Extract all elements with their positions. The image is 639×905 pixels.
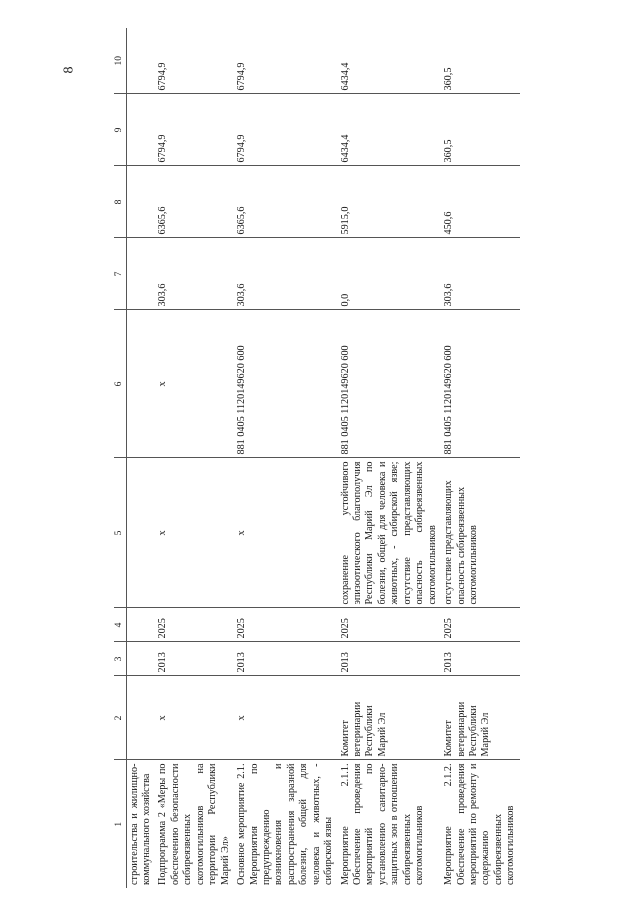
table-cell: Комитет ветеринарии Республики Марий Эл bbox=[338, 676, 442, 760]
table-cell bbox=[126, 28, 155, 94]
row-title: Мероприятие 2.1.1. Обеспечение проведения мероприятий по установлению санитарно-защитных зон в отношении сибиреязвенных скотомогильников bbox=[339, 763, 426, 885]
table-cell: 360,5 bbox=[441, 28, 520, 94]
table-cell: 881 0405 1120149620 600 bbox=[338, 310, 442, 458]
table-cell: 2025 bbox=[338, 608, 442, 642]
table-cell: 2025 bbox=[155, 608, 234, 642]
table-cell bbox=[126, 676, 155, 760]
table-cell: 6365,6 bbox=[234, 166, 338, 238]
row-title: Мероприятие 2.1.2. Обеспечение проведения мероприятий по ремонту и содержанию сибиреязвенных скотомогильников bbox=[443, 763, 517, 885]
table-cell: 881 0405 1120149620 600 bbox=[234, 310, 338, 458]
table-cell: 450,6 bbox=[441, 166, 520, 238]
table-cell: х bbox=[234, 458, 338, 608]
table-cell: 303,6 bbox=[234, 238, 338, 310]
table-cell bbox=[126, 310, 155, 458]
column-header: 8 bbox=[114, 166, 126, 238]
column-number-row bbox=[114, 28, 126, 888]
column-header: 3 bbox=[114, 642, 126, 676]
table-cell bbox=[126, 642, 155, 676]
table-cell: 2025 bbox=[234, 608, 338, 642]
table-cell bbox=[126, 94, 155, 166]
column-header: 1 bbox=[114, 760, 126, 888]
table-cell bbox=[126, 608, 155, 642]
table-cell bbox=[126, 238, 155, 310]
table-cell: 6794,9 bbox=[155, 28, 234, 94]
page-number: 8 bbox=[61, 66, 77, 74]
table-cell: 881 0405 1120149620 600 bbox=[441, 310, 520, 458]
table-cell bbox=[126, 166, 155, 238]
column-header: 6 bbox=[114, 310, 126, 458]
row-title: строительства и жилищно-коммунального хозяйства bbox=[128, 763, 153, 885]
table-cell: 0,0 bbox=[338, 238, 442, 310]
table-cell: 303,6 bbox=[441, 238, 520, 310]
table-cell: 360,5 bbox=[441, 94, 520, 166]
table-row bbox=[441, 28, 520, 888]
table-cell: 2013 bbox=[234, 642, 338, 676]
table-cell: х bbox=[155, 676, 234, 760]
program-activities-table bbox=[114, 28, 520, 888]
table-cell: 2013 bbox=[441, 642, 520, 676]
table-cell: х bbox=[234, 676, 338, 760]
table-cell: 6794,9 bbox=[155, 94, 234, 166]
table-cell: х bbox=[155, 458, 234, 608]
table-cell: 5915,0 bbox=[338, 166, 442, 238]
column-header: 2 bbox=[114, 676, 126, 760]
row-title: Подпрограмма 2 «Меры по обеспечению безопасности сибиреязвенных скотомогильников на территории Республики Марий Эл» bbox=[157, 763, 231, 885]
table-cell: 303,6 bbox=[155, 238, 234, 310]
table-cell: 6434,4 bbox=[338, 28, 442, 94]
column-header: 7 bbox=[114, 238, 126, 310]
table-row bbox=[338, 28, 442, 888]
table-cell: 6365,6 bbox=[155, 166, 234, 238]
column-header: 4 bbox=[114, 608, 126, 642]
column-header: 9 bbox=[114, 94, 126, 166]
table-cell: 2025 bbox=[441, 608, 520, 642]
table-cell: 6434,4 bbox=[338, 94, 442, 166]
table-row bbox=[155, 28, 234, 888]
table-cell: Комитет ветеринарии Республики Марий Эл bbox=[441, 676, 520, 760]
row-title: Основное мероприятие 2.1. Мероприятия по предупреждению возникновения и распространения заразной болезни, общей для человека и животных, - сибирской язвы bbox=[236, 763, 335, 885]
table-cell: отсутствие представляющих опасность сибиреязвенных скотомогильников bbox=[441, 458, 520, 608]
table-cell: 2013 bbox=[338, 642, 442, 676]
table-cell: 6794,9 bbox=[234, 94, 338, 166]
column-header: 5 bbox=[114, 458, 126, 608]
table-cell: х bbox=[155, 310, 234, 458]
table-cell: 2013 bbox=[155, 642, 234, 676]
table-row bbox=[234, 28, 338, 888]
table-row bbox=[126, 28, 155, 888]
table-cell bbox=[126, 458, 155, 608]
program-table-sheet bbox=[114, 28, 625, 888]
table-cell: 6794,9 bbox=[234, 28, 338, 94]
table-cell: сохранение устойчивого эпизоотического благополучия Республики Марий Эл по болезни, общей для человека и животных, - сибирской язве; отсутствие представляющих опасность сибиреязвенных скотомогильников bbox=[338, 458, 442, 608]
column-header: 10 bbox=[114, 28, 126, 94]
